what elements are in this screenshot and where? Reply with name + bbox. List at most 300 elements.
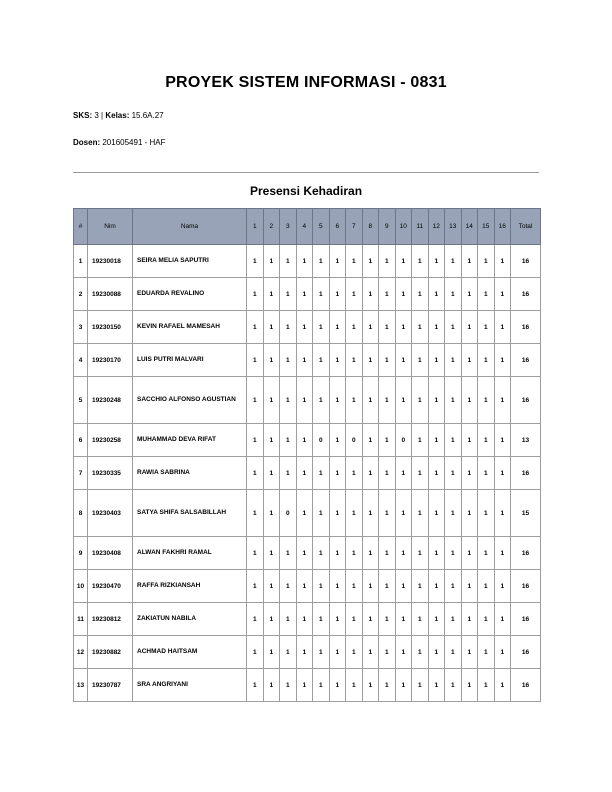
attendance-mark: 1: [263, 603, 280, 636]
attendance-mark: 1: [247, 424, 264, 457]
attendance-mark: 1: [263, 669, 280, 702]
attendance-mark: 1: [296, 603, 313, 636]
course-meta-line: [73, 111, 164, 120]
row-number: 5: [74, 377, 88, 424]
table-row: [74, 490, 541, 537]
attendance-mark: 1: [445, 245, 462, 278]
row-number: 3: [74, 311, 88, 344]
attendance-mark: 1: [395, 669, 412, 702]
row-number: 8: [74, 490, 88, 537]
attendance-mark: 1: [313, 603, 330, 636]
attendance-mark: 1: [494, 636, 511, 669]
attendance-mark: 1: [247, 457, 264, 490]
attendance-mark: 1: [445, 377, 462, 424]
attendance-mark: 1: [346, 311, 363, 344]
attendance-mark: 1: [263, 636, 280, 669]
attendance-mark: 1: [494, 424, 511, 457]
attendance-mark: 1: [313, 669, 330, 702]
attendance-mark: 1: [329, 377, 346, 424]
attendance-mark: 1: [395, 278, 412, 311]
column-header: 5: [313, 209, 330, 245]
attendance-mark: 1: [395, 344, 412, 377]
attendance-mark: 1: [494, 457, 511, 490]
attendance-mark: 1: [296, 311, 313, 344]
attendance-mark: 1: [428, 537, 445, 570]
student-name: SEIRA MELIA SAPUTRI: [133, 245, 247, 278]
attendance-mark: 1: [478, 278, 495, 311]
attendance-mark: 1: [346, 570, 363, 603]
student-nim: 19230170: [88, 344, 133, 377]
student-nim: 19230088: [88, 278, 133, 311]
attendance-mark: 1: [395, 311, 412, 344]
attendance-mark: 1: [379, 570, 396, 603]
attendance-mark: 1: [362, 603, 379, 636]
row-number: 12: [74, 636, 88, 669]
row-number: 9: [74, 537, 88, 570]
attendance-mark: 1: [379, 344, 396, 377]
attendance-mark: 1: [379, 537, 396, 570]
attendance-mark: 1: [494, 570, 511, 603]
column-header: #: [74, 209, 88, 245]
column-header: 11: [412, 209, 429, 245]
attendance-mark: 1: [395, 245, 412, 278]
attendance-mark: 1: [346, 245, 363, 278]
attendance-total: 16: [511, 669, 541, 702]
student-nim: 19230812: [88, 603, 133, 636]
attendance-mark: 1: [494, 245, 511, 278]
attendance-mark: 1: [478, 344, 495, 377]
student-name: SATYA SHIFA SALSABILLAH: [133, 490, 247, 537]
attendance-mark: 1: [395, 457, 412, 490]
attendance-mark: 1: [296, 457, 313, 490]
column-header: 15: [478, 209, 495, 245]
sks-value: 3 |: [94, 111, 106, 120]
student-name: ACHMAD HAITSAM: [133, 636, 247, 669]
attendance-mark: 1: [379, 278, 396, 311]
attendance-mark: 1: [247, 669, 264, 702]
attendance-mark: 1: [445, 311, 462, 344]
column-header: Total: [511, 209, 541, 245]
attendance-mark: 1: [379, 669, 396, 702]
table-header-row: [74, 209, 541, 245]
attendance-mark: 1: [379, 636, 396, 669]
attendance-total: 16: [511, 377, 541, 424]
attendance-mark: 1: [329, 245, 346, 278]
column-header: Nim: [88, 209, 133, 245]
attendance-mark: 1: [296, 424, 313, 457]
attendance-mark: 1: [478, 537, 495, 570]
attendance-total: 16: [511, 344, 541, 377]
student-nim: 19230335: [88, 457, 133, 490]
attendance-mark: 1: [461, 490, 478, 537]
attendance-mark: 1: [461, 570, 478, 603]
attendance-mark: 1: [362, 344, 379, 377]
attendance-mark: 1: [296, 636, 313, 669]
attendance-mark: 1: [280, 603, 297, 636]
attendance-mark: 1: [329, 490, 346, 537]
attendance-mark: 0: [280, 490, 297, 537]
attendance-mark: 1: [428, 636, 445, 669]
lecturer-meta-line: [73, 138, 166, 147]
attendance-mark: 1: [478, 457, 495, 490]
attendance-total: 13: [511, 424, 541, 457]
student-nim: 19230787: [88, 669, 133, 702]
student-nim: 19230470: [88, 570, 133, 603]
student-nim: 19230258: [88, 424, 133, 457]
attendance-mark: 1: [445, 537, 462, 570]
attendance-mark: 1: [280, 245, 297, 278]
attendance-mark: 1: [412, 537, 429, 570]
attendance-mark: 1: [362, 537, 379, 570]
student-name: MUHAMMAD DEVA RIFAT: [133, 424, 247, 457]
attendance-mark: 1: [428, 603, 445, 636]
table-row: [74, 344, 541, 377]
attendance-mark: 1: [379, 245, 396, 278]
row-number: 2: [74, 278, 88, 311]
student-nim: 19230882: [88, 636, 133, 669]
attendance-mark: 1: [329, 311, 346, 344]
attendance-mark: 1: [362, 311, 379, 344]
attendance-mark: 1: [247, 537, 264, 570]
column-header: 2: [263, 209, 280, 245]
student-name: ZAKIATUN NABILA: [133, 603, 247, 636]
row-number: 6: [74, 424, 88, 457]
divider: [73, 172, 539, 173]
attendance-mark: 1: [313, 490, 330, 537]
attendance-mark: 1: [428, 570, 445, 603]
student-nim: 19230403: [88, 490, 133, 537]
attendance-mark: 1: [329, 636, 346, 669]
attendance-mark: 1: [412, 424, 429, 457]
attendance-mark: 1: [428, 278, 445, 311]
attendance-mark: 1: [313, 537, 330, 570]
table-row: [74, 311, 541, 344]
attendance-mark: 1: [445, 490, 462, 537]
attendance-mark: 1: [346, 377, 363, 424]
student-name: SACCHIO ALFONSO AGUSTIAN: [133, 377, 247, 424]
attendance-mark: 1: [428, 490, 445, 537]
column-header: 12: [428, 209, 445, 245]
attendance-mark: 1: [395, 636, 412, 669]
attendance-mark: 1: [346, 490, 363, 537]
attendance-mark: 1: [461, 669, 478, 702]
table-row: [74, 245, 541, 278]
attendance-mark: 1: [379, 424, 396, 457]
attendance-mark: 1: [461, 636, 478, 669]
student-nim: 19230248: [88, 377, 133, 424]
student-nim: 19230150: [88, 311, 133, 344]
student-name: RAFFA RIZKIANSAH: [133, 570, 247, 603]
attendance-mark: 1: [412, 669, 429, 702]
attendance-mark: 1: [263, 311, 280, 344]
column-header: 16: [494, 209, 511, 245]
attendance-mark: 1: [329, 278, 346, 311]
attendance-mark: 1: [280, 278, 297, 311]
column-header: 1: [247, 209, 264, 245]
page-title: PROYEK SISTEM INFORMASI - 0831: [165, 74, 447, 91]
table-row: [74, 377, 541, 424]
attendance-mark: 0: [395, 424, 412, 457]
attendance-mark: 1: [346, 636, 363, 669]
attendance-mark: 1: [329, 537, 346, 570]
attendance-mark: 1: [346, 278, 363, 311]
attendance-mark: 1: [445, 669, 462, 702]
attendance-mark: 1: [445, 424, 462, 457]
attendance-mark: 1: [362, 278, 379, 311]
attendance-mark: 1: [478, 570, 495, 603]
attendance-mark: 1: [280, 570, 297, 603]
attendance-mark: 1: [494, 603, 511, 636]
attendance-total: 16: [511, 457, 541, 490]
attendance-mark: 1: [412, 457, 429, 490]
attendance-mark: 1: [362, 424, 379, 457]
student-name: LUIS PUTRI MALVARI: [133, 344, 247, 377]
attendance-mark: 1: [461, 377, 478, 424]
attendance-mark: 1: [379, 457, 396, 490]
attendance-mark: 1: [346, 603, 363, 636]
row-number: 4: [74, 344, 88, 377]
attendance-mark: 1: [346, 344, 363, 377]
attendance-mark: 1: [445, 603, 462, 636]
attendance-mark: 1: [362, 457, 379, 490]
attendance-total: 16: [511, 636, 541, 669]
student-name: RAWIA SABRINA: [133, 457, 247, 490]
dosen-label: Dosen:: [73, 138, 101, 147]
attendance-mark: 1: [362, 636, 379, 669]
attendance-mark: 1: [263, 344, 280, 377]
attendance-mark: 1: [494, 344, 511, 377]
attendance-mark: 1: [395, 603, 412, 636]
attendance-total: 16: [511, 603, 541, 636]
attendance-mark: 1: [296, 377, 313, 424]
table-row: [74, 537, 541, 570]
table-row: [74, 424, 541, 457]
attendance-mark: 1: [412, 603, 429, 636]
attendance-mark: 1: [494, 311, 511, 344]
attendance-mark: 1: [362, 669, 379, 702]
attendance-mark: 1: [412, 245, 429, 278]
attendance-mark: 1: [461, 603, 478, 636]
column-header: 6: [329, 209, 346, 245]
attendance-mark: 1: [494, 669, 511, 702]
attendance-mark: 1: [296, 245, 313, 278]
row-number: 13: [74, 669, 88, 702]
attendance-mark: 1: [461, 424, 478, 457]
attendance-mark: 1: [494, 490, 511, 537]
attendance-mark: 1: [296, 570, 313, 603]
attendance-mark: 1: [445, 636, 462, 669]
attendance-mark: 1: [412, 490, 429, 537]
attendance-mark: 1: [428, 344, 445, 377]
attendance-mark: 1: [280, 424, 297, 457]
attendance-mark: 1: [428, 669, 445, 702]
attendance-mark: 1: [445, 570, 462, 603]
attendance-mark: 1: [263, 377, 280, 424]
attendance-mark: 1: [395, 377, 412, 424]
attendance-mark: 1: [247, 490, 264, 537]
student-nim: 19230018: [88, 245, 133, 278]
attendance-mark: 1: [428, 377, 445, 424]
attendance-mark: 1: [313, 278, 330, 311]
attendance-mark: 1: [478, 424, 495, 457]
attendance-total: 16: [511, 570, 541, 603]
attendance-mark: 1: [247, 344, 264, 377]
attendance-table: [73, 208, 541, 702]
attendance-mark: 1: [362, 570, 379, 603]
table-row: [74, 570, 541, 603]
column-header: 7: [346, 209, 363, 245]
attendance-mark: 1: [313, 344, 330, 377]
attendance-mark: 1: [494, 278, 511, 311]
table-row: [74, 669, 541, 702]
attendance-mark: 1: [428, 245, 445, 278]
attendance-total: 16: [511, 311, 541, 344]
column-header: 4: [296, 209, 313, 245]
column-header: 14: [461, 209, 478, 245]
student-nim: 19230408: [88, 537, 133, 570]
attendance-mark: 1: [263, 490, 280, 537]
attendance-mark: 0: [313, 424, 330, 457]
attendance-mark: 1: [313, 636, 330, 669]
attendance-mark: 1: [247, 377, 264, 424]
table-row: [74, 457, 541, 490]
attendance-mark: 1: [428, 457, 445, 490]
attendance-mark: 1: [280, 636, 297, 669]
attendance-mark: 1: [478, 311, 495, 344]
attendance-mark: 1: [494, 377, 511, 424]
attendance-mark: 1: [362, 245, 379, 278]
attendance-mark: 1: [280, 377, 297, 424]
attendance-mark: 1: [478, 490, 495, 537]
attendance-mark: 1: [329, 344, 346, 377]
attendance-mark: 1: [346, 669, 363, 702]
attendance-mark: 1: [313, 245, 330, 278]
attendance-mark: 1: [313, 311, 330, 344]
attendance-mark: 1: [329, 603, 346, 636]
attendance-mark: 1: [478, 669, 495, 702]
row-number: 10: [74, 570, 88, 603]
attendance-mark: 1: [362, 377, 379, 424]
student-name: SRA ANGRIYANI: [133, 669, 247, 702]
kelas-label: Kelas:: [105, 111, 130, 120]
attendance-mark: 1: [412, 278, 429, 311]
attendance-mark: 1: [478, 603, 495, 636]
dosen-value: 201605491 - HAF: [102, 138, 166, 147]
attendance-mark: 1: [395, 570, 412, 603]
table-row: [74, 636, 541, 669]
sks-label: SKS:: [73, 111, 93, 120]
column-header: 9: [379, 209, 396, 245]
attendance-mark: 1: [346, 457, 363, 490]
attendance-mark: 1: [280, 669, 297, 702]
attendance-mark: 1: [412, 636, 429, 669]
attendance-mark: 1: [379, 311, 396, 344]
section-title: Presensi Kehadiran: [249, 184, 363, 198]
attendance-mark: 1: [379, 490, 396, 537]
attendance-mark: 1: [445, 344, 462, 377]
attendance-mark: 1: [263, 424, 280, 457]
table-row: [74, 278, 541, 311]
attendance-mark: 1: [263, 278, 280, 311]
attendance-mark: 1: [329, 669, 346, 702]
attendance-mark: 1: [494, 537, 511, 570]
row-number: 1: [74, 245, 88, 278]
attendance-mark: 1: [313, 457, 330, 490]
attendance-mark: 1: [461, 344, 478, 377]
attendance-mark: 1: [247, 311, 264, 344]
attendance-total: 15: [511, 490, 541, 537]
attendance-mark: 1: [461, 457, 478, 490]
attendance-mark: 1: [263, 245, 280, 278]
attendance-mark: 1: [263, 457, 280, 490]
column-header: Nama: [133, 209, 247, 245]
attendance-mark: 1: [478, 377, 495, 424]
column-header: 13: [445, 209, 462, 245]
column-header: 10: [395, 209, 412, 245]
attendance-mark: 1: [280, 344, 297, 377]
attendance-mark: 1: [412, 570, 429, 603]
attendance-mark: 1: [478, 636, 495, 669]
kelas-value: 15.6A.27: [131, 111, 164, 120]
attendance-total: 16: [511, 245, 541, 278]
row-number: 7: [74, 457, 88, 490]
attendance-mark: 1: [247, 245, 264, 278]
student-name: ALWAN FAKHRI RAMAL: [133, 537, 247, 570]
attendance-mark: 1: [280, 537, 297, 570]
attendance-mark: 1: [329, 457, 346, 490]
attendance-mark: 1: [296, 278, 313, 311]
table-body: [74, 245, 541, 702]
student-name: EDUARDA REVALINO: [133, 278, 247, 311]
attendance-mark: 1: [329, 570, 346, 603]
attendance-mark: 1: [280, 311, 297, 344]
column-header: 8: [362, 209, 379, 245]
attendance-total: 16: [511, 278, 541, 311]
table-row: [74, 603, 541, 636]
attendance-mark: 1: [412, 311, 429, 344]
attendance-mark: 1: [445, 278, 462, 311]
attendance-mark: 1: [461, 245, 478, 278]
attendance-total: 16: [511, 537, 541, 570]
attendance-mark: 1: [313, 570, 330, 603]
attendance-mark: 1: [445, 457, 462, 490]
attendance-mark: 1: [379, 377, 396, 424]
attendance-mark: 1: [478, 245, 495, 278]
attendance-mark: 1: [263, 570, 280, 603]
student-name: KEVIN RAFAEL MAMESAH: [133, 311, 247, 344]
attendance-mark: 1: [412, 377, 429, 424]
attendance-mark: 0: [346, 424, 363, 457]
row-number: 11: [74, 603, 88, 636]
attendance-mark: 1: [379, 603, 396, 636]
attendance-mark: 1: [247, 603, 264, 636]
attendance-mark: 1: [412, 344, 429, 377]
attendance-mark: 1: [263, 537, 280, 570]
attendance-mark: 1: [395, 537, 412, 570]
attendance-mark: 1: [247, 278, 264, 311]
attendance-mark: 1: [313, 377, 330, 424]
column-header: 3: [280, 209, 297, 245]
attendance-mark: 1: [296, 344, 313, 377]
attendance-mark: 1: [247, 636, 264, 669]
attendance-mark: 1: [296, 537, 313, 570]
attendance-mark: 1: [296, 669, 313, 702]
attendance-mark: 1: [280, 457, 297, 490]
attendance-mark: 1: [362, 490, 379, 537]
attendance-mark: 1: [395, 490, 412, 537]
attendance-mark: 1: [346, 537, 363, 570]
attendance-mark: 1: [296, 490, 313, 537]
